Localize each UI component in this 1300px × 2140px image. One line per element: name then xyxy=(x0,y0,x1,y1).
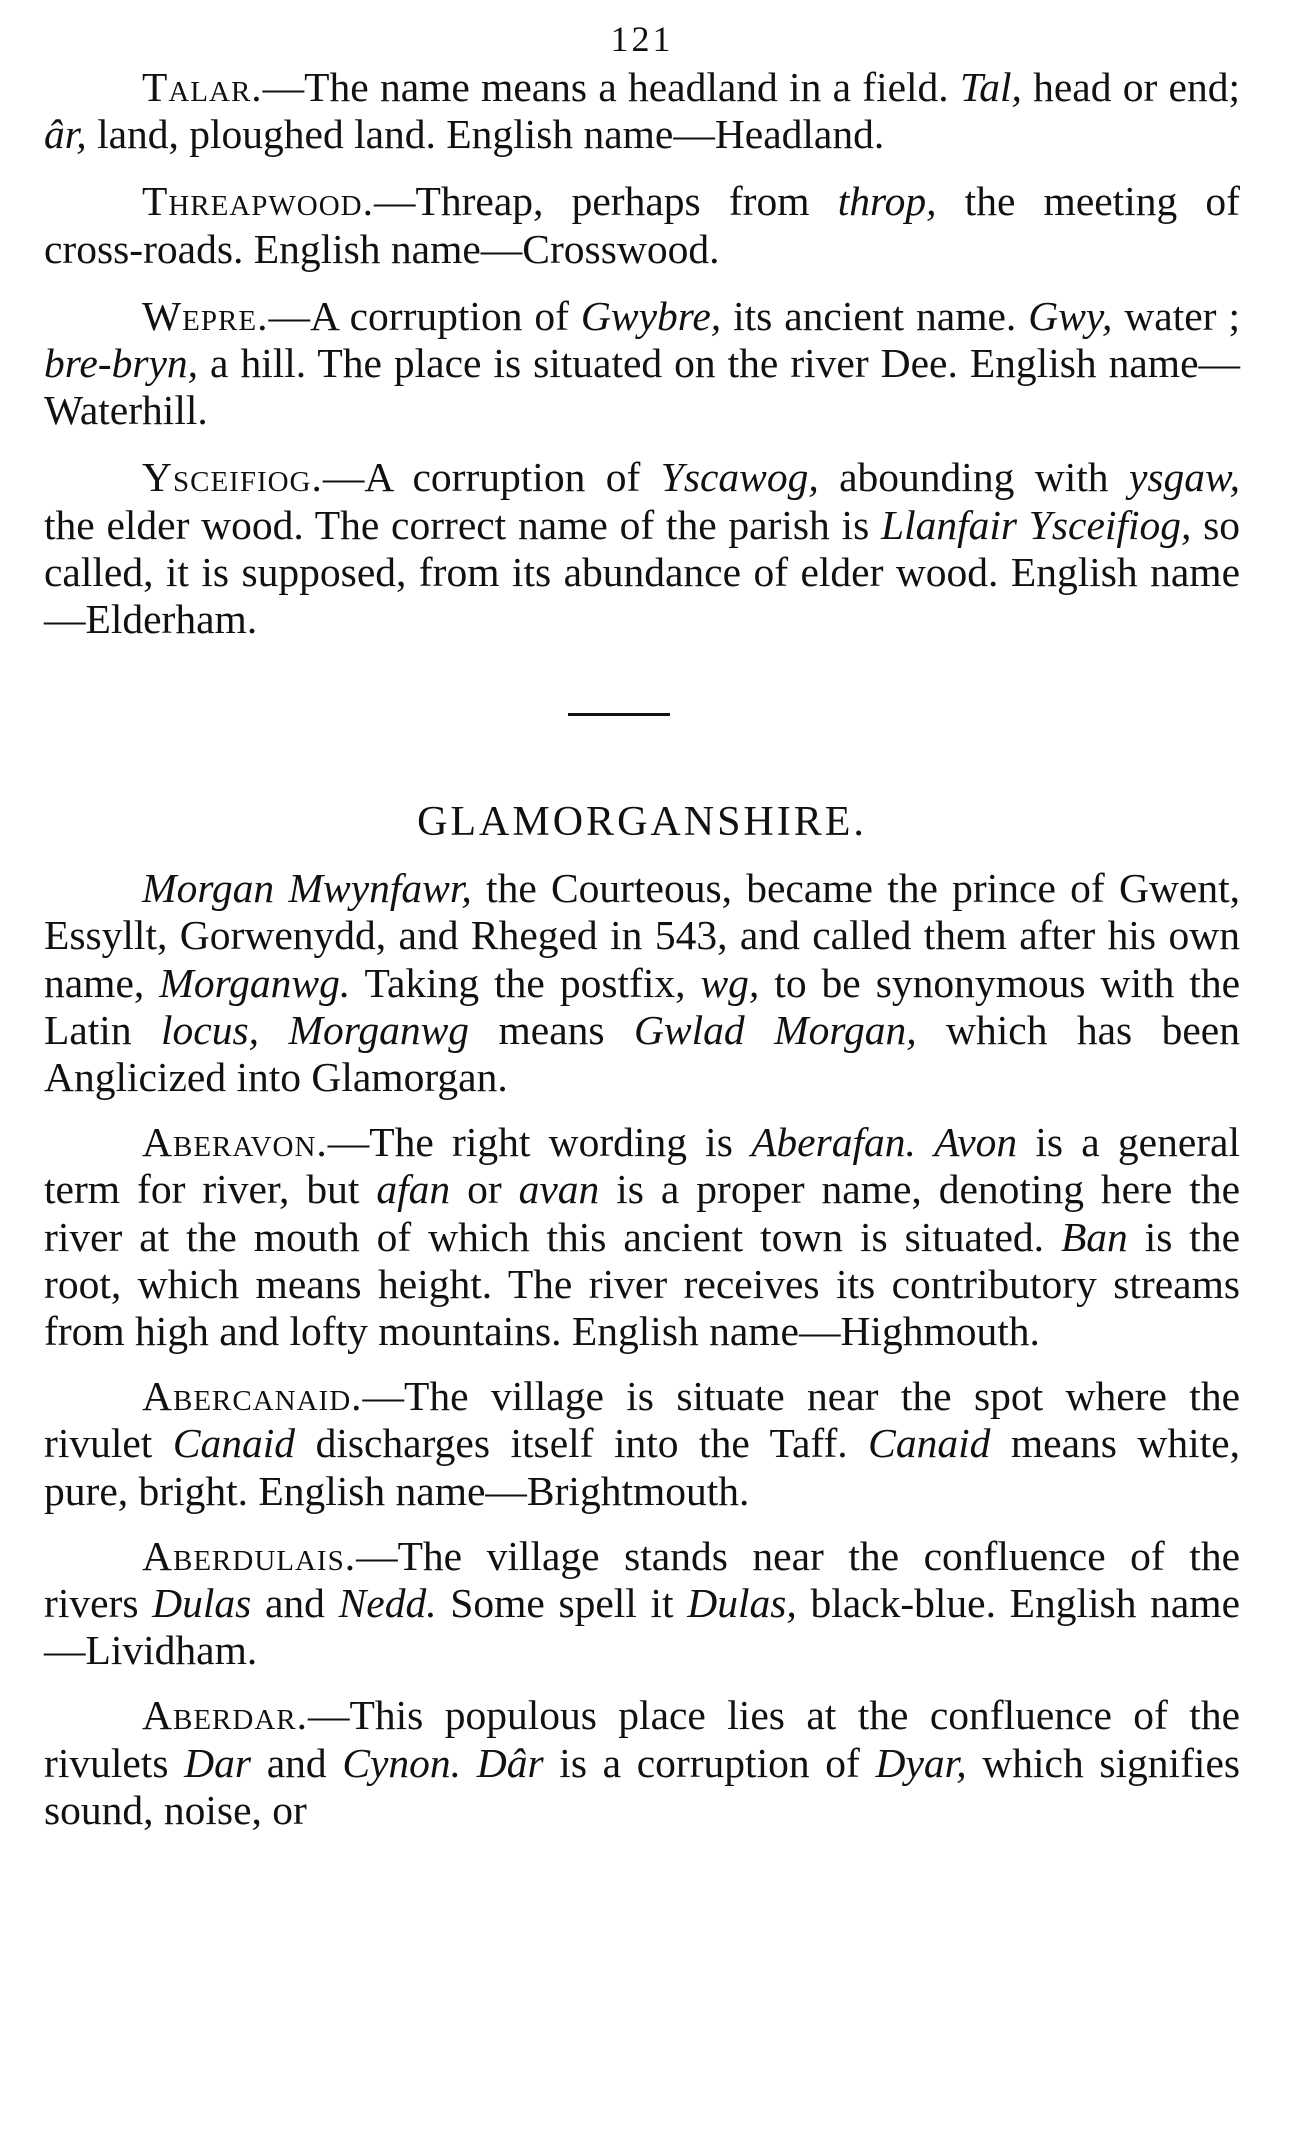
entry-italic-text: locus, xyxy=(161,1006,259,1053)
entry-headword: Wepre. xyxy=(142,292,269,339)
entry-italic-text: afan xyxy=(376,1166,451,1213)
glamorganshire-entries xyxy=(44,865,1240,1834)
entry-headword: Ysceifiog. xyxy=(142,454,323,501)
entry-italic-text: bre-bryn, xyxy=(44,340,199,387)
entry-text: and xyxy=(251,1739,343,1786)
entry-talar xyxy=(44,64,1240,158)
entry-headword: Aberdar. xyxy=(142,1692,308,1739)
entry-wepre xyxy=(44,293,1240,435)
entry-ysceifiog xyxy=(44,454,1240,643)
entry-text: water ; xyxy=(1112,292,1240,339)
entry-text: the elder wood. The correct name of the parish is xyxy=(44,501,881,548)
entry-text: is a proper name, denoting here the river at the mouth of which this ancient town is situated. xyxy=(44,1166,1240,1260)
entry-italic-text: Aberafan. xyxy=(751,1119,916,1166)
entry-headword: Threapwood. xyxy=(142,178,374,225)
entry-italic-text: âr, xyxy=(44,111,87,158)
entry-italic-text: Avon xyxy=(934,1119,1018,1166)
entry-aberdar xyxy=(44,1692,1240,1834)
entry-text: is a corruption of xyxy=(543,1739,876,1786)
entry-italic-text: Gwy, xyxy=(1028,292,1113,339)
entry-text: black-blue. English name—Lividham. xyxy=(44,1580,1240,1674)
entry-text xyxy=(259,1007,288,1053)
entry-text: or xyxy=(450,1166,519,1213)
entry-text xyxy=(461,1740,477,1786)
entry-glamorgan-intro xyxy=(44,865,1240,1101)
entry-text: discharges itself into the Taff. xyxy=(295,1420,869,1467)
entry-headword: Aberavon. xyxy=(142,1119,328,1166)
entry-threapwood xyxy=(44,178,1240,272)
entry-italic-text: Dâr xyxy=(476,1739,544,1786)
entry-text: —The name means a headland in a field. xyxy=(262,64,960,110)
book-page xyxy=(44,0,1240,1834)
entry-text: —Threap, perhaps from xyxy=(374,178,838,225)
page-number: 121 xyxy=(610,19,674,59)
entry-text: its ancient name. xyxy=(721,292,1029,339)
entry-italic-text: Morganwg xyxy=(288,1006,470,1053)
section-divider-rule xyxy=(568,713,670,716)
entry-text: land, ploughed land. English name—Headland. xyxy=(86,111,885,158)
entry-text: Taking the postfix, xyxy=(350,959,701,1006)
entry-italic-text: Cynon. xyxy=(342,1739,462,1786)
entry-italic-text: Gwlad Morgan, xyxy=(633,1006,917,1053)
entry-text: which has been Anglicized into Glamorgan. xyxy=(44,1006,1240,1101)
entry-text: and xyxy=(251,1580,339,1627)
section-divider-area xyxy=(44,643,1240,793)
entry-text: head or end; xyxy=(1021,64,1240,110)
entry-text xyxy=(916,1119,934,1165)
entry-text: the Courteous, became the prince of Gwent, Essyllt, Gorwenydd, and Rheged in 543, and called them after his own name, xyxy=(44,865,1240,1006)
entry-text: abounding with xyxy=(818,454,1129,501)
entry-abercanaid xyxy=(44,1373,1240,1515)
entry-text: Some spell it xyxy=(436,1580,688,1627)
entry-italic-text: Canaid xyxy=(172,1420,296,1467)
entry-italic-text: Nedd. xyxy=(338,1580,437,1627)
entry-headword: Talar. xyxy=(142,64,263,110)
entry-text: means xyxy=(469,1006,634,1053)
entry-text: which signifies sound, noise, or xyxy=(44,1739,1241,1833)
entry-aberavon xyxy=(44,1119,1240,1355)
entry-italic-text: ysgaw, xyxy=(1128,454,1241,501)
entry-italic-text: Dulas xyxy=(152,1580,252,1627)
entry-italic-text: throp, xyxy=(837,178,937,225)
entry-italic-text: Dyar, xyxy=(875,1739,967,1786)
entry-italic-text: avan xyxy=(518,1166,600,1213)
entry-text: —A corruption of xyxy=(268,292,581,339)
entry-aberdulais xyxy=(44,1533,1240,1675)
entry-text: is a general term for river, but xyxy=(44,1119,1241,1213)
entry-text: the meeting of cross-roads. English name—Crosswood. xyxy=(44,178,1240,272)
entry-text: —The village is situate near the spot where the rivulet xyxy=(44,1373,1240,1467)
entry-italic-text: Ban xyxy=(1060,1213,1128,1260)
entry-italic-text: Morgan Mwynfawr, xyxy=(142,865,472,912)
entry-text: —A corruption of xyxy=(322,454,661,501)
entry-text: so called, it is supposed, from its abundance of elder wood. English name—Elderham. xyxy=(44,501,1241,643)
entry-text: means white, pure, bright. English name—Brightmouth. xyxy=(44,1420,1240,1514)
entry-italic-text: Dar xyxy=(184,1739,252,1786)
entry-italic-text: Dulas, xyxy=(687,1580,797,1627)
entry-italic-text: wg, xyxy=(700,959,760,1006)
entry-text: a hill. The place is situated on the river Dee. English name—Waterhill. xyxy=(44,340,1240,434)
entry-text: is the root, which means height. The river receives its contributory streams from high and lofty mountains. English name—Highmouth. xyxy=(44,1213,1240,1355)
entry-text: —This populous place lies at the confluence of the rivulets xyxy=(44,1692,1240,1786)
entry-text: —The right wording is xyxy=(327,1119,752,1166)
entry-text: —The village stands near the confluence of the rivers xyxy=(44,1532,1240,1627)
section-title: GLAMORGANSHIRE. xyxy=(417,799,867,846)
entry-italic-text: Gwybre, xyxy=(580,292,722,339)
entry-italic-text: Llanfair Ysceifiog, xyxy=(880,501,1192,548)
entry-italic-text: Canaid xyxy=(868,1420,991,1467)
entry-headword: Aberdulais. xyxy=(142,1532,357,1579)
entry-italic-text: Morganwg. xyxy=(159,959,351,1006)
flintshire-entries xyxy=(44,64,1240,643)
entry-italic-text: Tal, xyxy=(959,64,1022,110)
entry-italic-text: Yscawog, xyxy=(660,454,819,501)
entry-text: to be synonymous with the Latin xyxy=(44,959,1241,1053)
entry-headword: Abercanaid. xyxy=(142,1373,363,1420)
